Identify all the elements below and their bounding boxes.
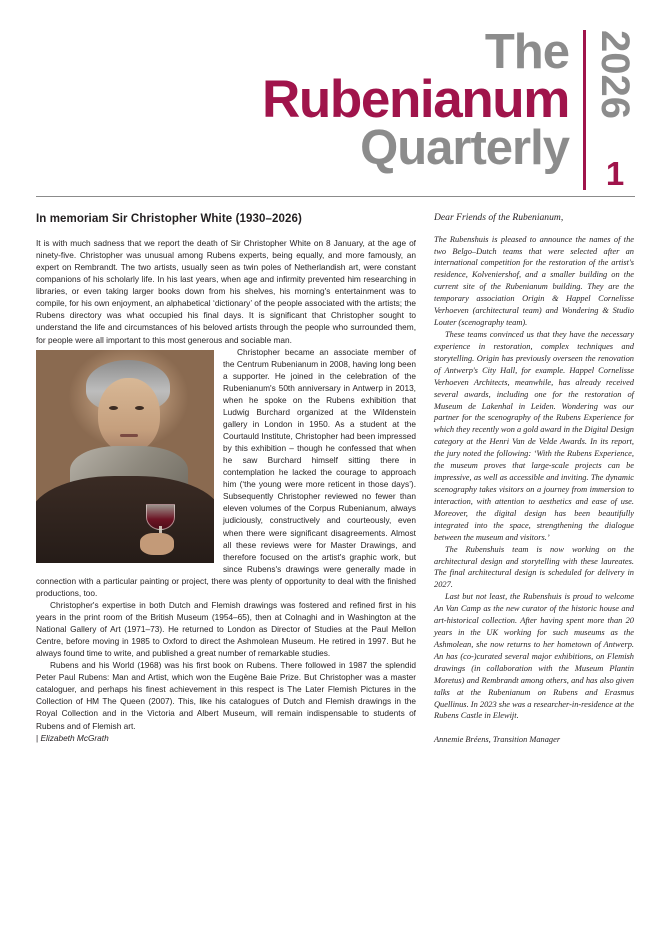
photo-coat [36,476,214,563]
letter-salutation: Dear Friends of the Rubenianum, [434,212,564,223]
issue-year: 2026 [593,30,637,119]
letter-paragraph: The Rubenshuis team is now working on the architectural design and storytelling with these laureates. The final architectural design is scheduled for delivery in 2027. [434,544,634,590]
editors-letter [434,211,634,746]
article-headline: In memoriam Sir Christopher White (1930–2026) [36,213,302,225]
content-columns [0,197,671,746]
portrait-photo [36,350,214,563]
issue-block [583,30,635,190]
article-byline: Elizabeth McGrath [40,732,109,743]
letter-paragraph: These teams convinced us that they have the necessary experience in restoration, complex techniques and storytelling. Origin has previously overseen the renovation of Antwerp's City Hall, for example. Happel Cornelisse Verhoeven Architects, meanwhile, has already received several awards, including one for the restoration of Museum de Lakenhal in Leiden. Wondering was our partner for the scenography of the Rubens Experience for which they recently won a gold award in the Digital Design category at the Henri Van de Velde Awards. In its report, the jury noted the following: ‘With the Rubens Experience, the museum proves that large-scale projects can be impressive, as well as accessible and inviting. The dynamic scenography takes visitors on a journey from immersion to interaction, with attention to aesthetics and ease of use. Moreover, the digital design has been beautifully integrated into the space, strengthening the dialogue between the museum and visitors.’ [434,329,634,542]
letter-paragraph: The Rubenshuis is pleased to announce the names of the two Belgo–Dutch teams that were selected after an international competition for the restoration of the artist's residence, Kolveniershof, and a smaller building on the current site of the Rubenianum building. They are the temporary association Origin & Happel Cornelisse Verhoeven (architectural team) and Wondering & Studio Louter (scenography team). [434,234,634,328]
publication-title [262,25,583,175]
right-column [434,211,634,746]
issue-number: 1 [605,155,625,192]
article-byline-line [36,733,109,743]
photo-hand [140,533,174,555]
photo-eye-left [109,406,118,410]
masthead [0,0,671,196]
article-paragraph: Christopher became an associate member of the Centrum Rubenianum in 2008, having long been a supporter. He joined in the celebration of the Rubenianum's 50th anniversary in Antwerp in 2013, when he spoke on the Rubens exhibition that Ludwig Burchard organized at the Wildenstein gallery in London in 1950. As a student at the Courtauld Institute, Christopher had been impressed by this exhibition – though he confessed that when he saw Burchard himself sitting there in contemplation he lacked the courage to approach him (‘the young were more reticent in those days’). Subsequently Christopher reviewed no fewer than eleven volumes of the Corpus Rubenianum, always judiciously, constructively and courteously, even when there were significant disagreements. Almost all these reviews were for Master Drawings, and therefore focused on the artist's graphic work, but since Rubens's drawings were generally made in connection with a particular painting or project, there was plenty of opportunity to deal with the finished productions, too. [36,346,416,598]
title-line-rubenianum: Rubenianum [262,70,569,130]
byline-separator: | [36,732,39,743]
article-paragraph: Christopher's expertise in both Dutch and Flemish drawings was fostered and refined first in his years in the print room of the British Museum (1954–65), then at Colnaghi and in Washington at the National Gallery of Art (1971–73). He returned to London as Director of Studies at the Paul Mellon Centre, before moving in 1985 to Oxford to direct the Ashmolean Museum. He retired in 1997. But he always found time to write, and published a great number of remarkable studies. [36,599,416,659]
left-column [36,211,416,746]
letter-paragraph: Last but not least, the Rubenshuis is proud to welcome An Van Camp as the new curator of the historic house and art-historical collection. After having spent more than 20 years in the UK working for such museums as the Ashmolean, she now returns to her hometown of Antwerp. An has (co-)curated several major exhibitions, on Flemish drawings (in collaboration with the Museum Plantin Moretus) and Rembrandt among others, and has also given talks at the Rubenianum on Rubens and Erasmus Quellinus. In 2023 she was a researcher-in-residence at the Rubens Castle in Elewijt. [434,592,634,721]
article-photo-wrap [36,350,214,563]
photo-eye-right [135,406,144,410]
title-line-the: The [484,25,569,79]
photo-mouth [120,434,138,437]
letter-signature: Annemie Bréens, Transition Manager [434,735,561,745]
article-paragraph: Rubens and his World (1968) was his first book on Rubens. There followed in 1987 the splendid Peter Paul Rubens: Man and Artist, which won the Eugène Baie Prize. But Christopher was a master cataloguer, and perhaps his finest achievement in this respect is The Later Flemish Pictures in the Collection of HM The Queen (2007). This, like his catalogues of Dutch and Flemish drawings in the Royal Collection and in the Victoria and Albert Museum, will remain indispensable to students of Rubens and of Flemish art. [36,660,416,731]
photo-face-shape [98,378,160,452]
title-line-quarterly: Quarterly [360,120,569,175]
article-body [36,237,416,744]
article-paragraph: It is with much sadness that we report the death of Sir Christopher White on 8 January, at the age of ninety-five. Christopher was unusual among Rubens experts, being equally, and more famously, an expert on Rembrandt. The two artists, usually seen as twin poles of Netherlandish art, were constant companions of his scholarly life. In his last years, when age and infirmity prevented him researching in libraries, or even taking larger books down from his shelves, his morning's entertainment was to compile, for his own enjoyment, an alphabetical ‘dictionary’ of the people associated with the artists; the Rubens directory was what occupied his final days. It is significant that Christopher sought to understand the life and circumstances of his beloved artists through the people who surrounded them, for people were all important to this most generous and sociable man. [36,238,416,345]
